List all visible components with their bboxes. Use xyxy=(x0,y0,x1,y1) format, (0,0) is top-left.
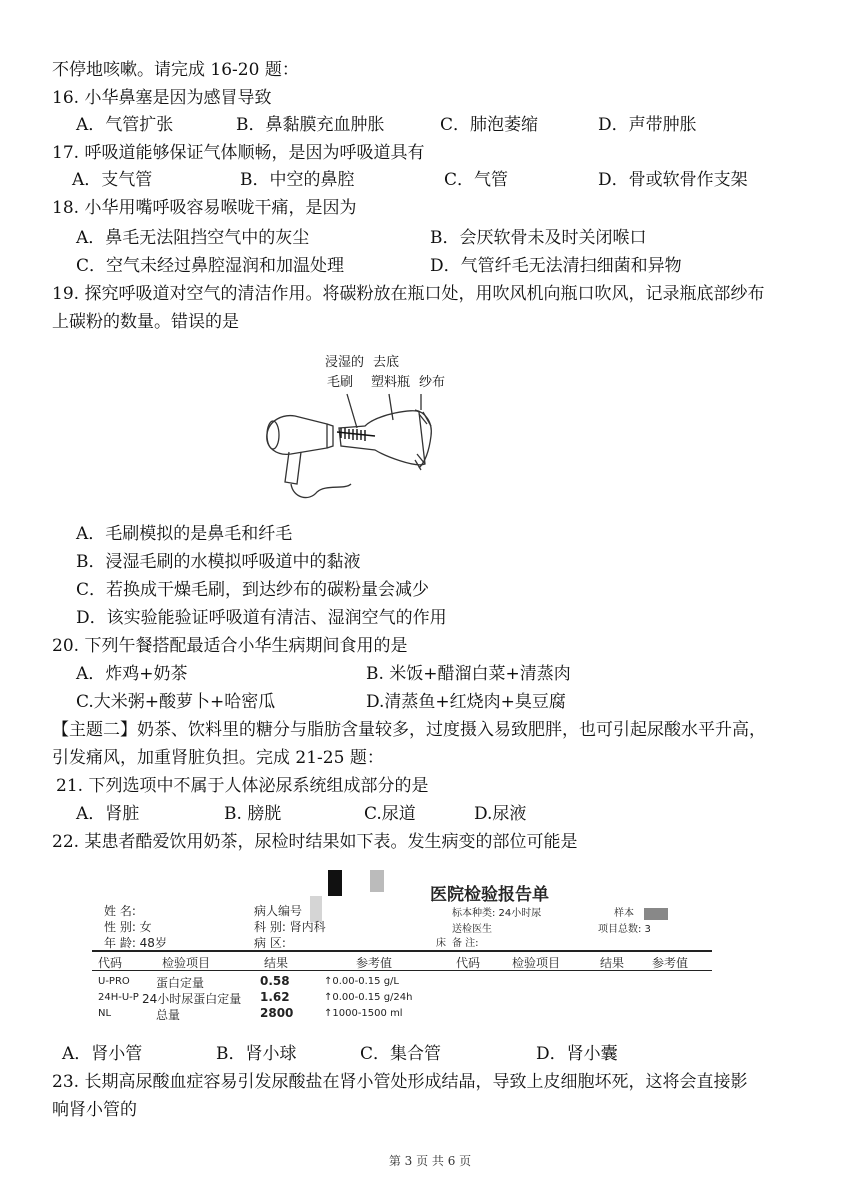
redaction-block xyxy=(644,908,668,920)
label-gauze: 纱布 xyxy=(419,375,446,390)
q19-option-a: A．毛刷模拟的是鼻毛和纤毛 xyxy=(76,524,293,544)
intro-end-line: 不停地咳嗽。请完成 16-20 题： xyxy=(52,60,299,80)
row-result: 1.62 xyxy=(260,990,290,1004)
report-sample-type: 标本种类: 24小时尿 xyxy=(452,908,542,919)
q16-option-a: A．气管扩张 xyxy=(76,115,174,135)
q17-option-d: D．骨或软骨作支架 xyxy=(598,170,748,190)
row-item: 蛋白定量 xyxy=(156,976,205,990)
report-header-item: 检验项目 xyxy=(162,956,211,970)
question-21: 21. 下列选项中不属于人体泌尿系统组成部分的是 xyxy=(56,776,429,796)
q17-option-a: A．支气管 xyxy=(72,170,153,190)
theme-2-line-1: 【主题二】奶茶、饮料里的糖分与脂肪含量较多，过度摄入易致肥胖，也可引起尿酸水平升高， xyxy=(52,720,766,740)
q22-option-a: A．肾小管 xyxy=(62,1044,143,1064)
label-plastic-bottle: 塑料瓶 xyxy=(371,375,411,390)
report-gender: 性 别: 女 xyxy=(104,920,152,934)
page-footer: 第 3 页 共 6 页 xyxy=(388,1154,472,1168)
q19-option-b: B．浸湿毛刷的水模拟呼吸道中的黏液 xyxy=(76,552,361,572)
report-header-reference-2: 参考值 xyxy=(652,956,689,970)
question-16: 16. 小华鼻塞是因为感冒导致 xyxy=(52,88,272,108)
report-header-result-2: 结果 xyxy=(600,956,625,970)
row-result: 0.58 xyxy=(260,974,290,988)
label-remove-bottom: 去底 xyxy=(373,355,400,370)
q20-option-b: B. 米饭+醋溜白菜+清蒸肉 xyxy=(366,664,571,684)
q22-option-d: D．肾小囊 xyxy=(536,1044,618,1064)
report-header-result: 结果 xyxy=(264,956,289,970)
report-header-item-2: 检验项目 xyxy=(512,956,561,970)
lab-report xyxy=(92,868,712,1028)
question-18: 18. 小华用嘴呼吸容易喉咙干痛，是因为 xyxy=(52,198,357,218)
row-code: NL xyxy=(98,1008,112,1019)
question-23-line-1: 23. 长期高尿酸血症容易引发尿酸盐在肾小管处形成结晶，导致上皮细胞坏死，这将会直接影 xyxy=(52,1072,748,1092)
q18-option-d: D．气管纤毛无法清扫细菌和异物 xyxy=(430,256,682,276)
label-brush: 毛刷 xyxy=(327,375,354,390)
q17-option-b: B．中空的鼻腔 xyxy=(240,170,355,190)
redaction-block xyxy=(370,870,384,892)
row-item: 24小时尿蛋白定量 xyxy=(142,992,242,1006)
report-header-code: 代码 xyxy=(98,956,123,970)
report-dept: 科 别: 肾内科 xyxy=(254,920,326,934)
q18-option-a: A．鼻毛无法阻挡空气中的灰尘 xyxy=(76,228,310,248)
question-22: 22. 某患者酷爱饮用奶茶，尿检时结果如下表。发生病变的部位可能是 xyxy=(52,832,578,852)
q20-option-c: C.大米粥+酸萝卜+哈密瓜 xyxy=(76,692,276,712)
row-code: 24H-U-P xyxy=(98,992,139,1003)
q16-option-d: D．声带肿胀 xyxy=(598,115,697,135)
report-rule-top xyxy=(92,950,712,952)
q19-option-d: D．该实验能验证呼吸道有清洁、湿润空气的作用 xyxy=(76,608,447,628)
report-ward: 病 区: xyxy=(254,936,286,950)
q21-option-d: D.尿液 xyxy=(474,804,527,824)
report-title: 医院检验报告单 xyxy=(430,885,549,905)
q20-option-d: D.清蒸鱼+红烧肉+臭豆腐 xyxy=(366,692,566,712)
report-remark: 备 注: xyxy=(452,938,479,949)
hair-dryer-experiment-figure xyxy=(255,352,455,510)
q18-option-b: B．会厌软骨未及时关闭喉口 xyxy=(430,228,647,248)
q19-option-c: C．若换成干燥毛刷，到达纱布的碳粉量会减少 xyxy=(76,580,430,600)
report-header-reference: 参考值 xyxy=(356,956,393,970)
q18-option-c: C．空气未经过鼻腔湿润和加温处理 xyxy=(76,256,345,276)
report-item-total: 项目总数: 3 xyxy=(598,924,651,935)
q17-option-c: C．气管 xyxy=(444,170,509,190)
theme-2-line-2: 引发痛风，加重肾脏负担。完成 21-25 题： xyxy=(52,748,384,768)
row-code: U-PRO xyxy=(98,976,130,987)
question-23-line-2: 响肾小管的 xyxy=(52,1100,137,1120)
report-sample-no: 样本 xyxy=(614,908,634,919)
q22-option-c: C．集合管 xyxy=(360,1044,442,1064)
report-doctor: 送检医生 xyxy=(452,924,492,935)
redaction-block xyxy=(328,870,342,896)
q21-option-b: B. 膀胱 xyxy=(224,804,282,824)
question-19-line-1: 19. 探究呼吸道对空气的清洁作用。将碳粉放在瓶口处，用吹风机向瓶口吹风，记录瓶底部纱布 xyxy=(52,284,765,304)
question-20: 20. 下列午餐搭配最适合小华生病期间食用的是 xyxy=(52,636,408,656)
wet-brush xyxy=(337,428,375,441)
hair-dryer-body xyxy=(267,416,327,455)
report-bed: 床 xyxy=(436,938,446,949)
row-reference: ↑1000-1500 ml xyxy=(324,1008,403,1019)
row-result: 2800 xyxy=(260,1006,294,1020)
report-patient-no: 病人编号 xyxy=(254,904,303,918)
label-wet: 浸湿的 xyxy=(325,355,365,370)
report-age: 年 龄: 48岁 xyxy=(104,936,167,950)
report-name: 姓 名: xyxy=(104,904,136,918)
q21-option-a: A．肾脏 xyxy=(76,804,140,824)
q16-option-b: B．鼻黏膜充血肿胀 xyxy=(236,115,385,135)
question-17: 17. 呼吸道能够保证气体顺畅，是因为呼吸道具有 xyxy=(52,143,425,163)
row-reference: ↑0.00-0.15 g/L xyxy=(324,976,399,987)
report-header-code-2: 代码 xyxy=(456,956,481,970)
q20-option-a: A．炸鸡+奶茶 xyxy=(76,664,188,684)
report-rule-mid xyxy=(92,970,712,971)
row-item: 总量 xyxy=(156,1008,181,1022)
row-reference: ↑0.00-0.15 g/24h xyxy=(324,992,413,1003)
q21-option-c: C.尿道 xyxy=(364,804,416,824)
question-19-line-2: 上碳粉的数量。错误的是 xyxy=(52,312,239,332)
q22-option-b: B．肾小球 xyxy=(216,1044,297,1064)
bottle-outline xyxy=(339,411,425,465)
q16-option-c: C．肺泡萎缩 xyxy=(440,115,539,135)
